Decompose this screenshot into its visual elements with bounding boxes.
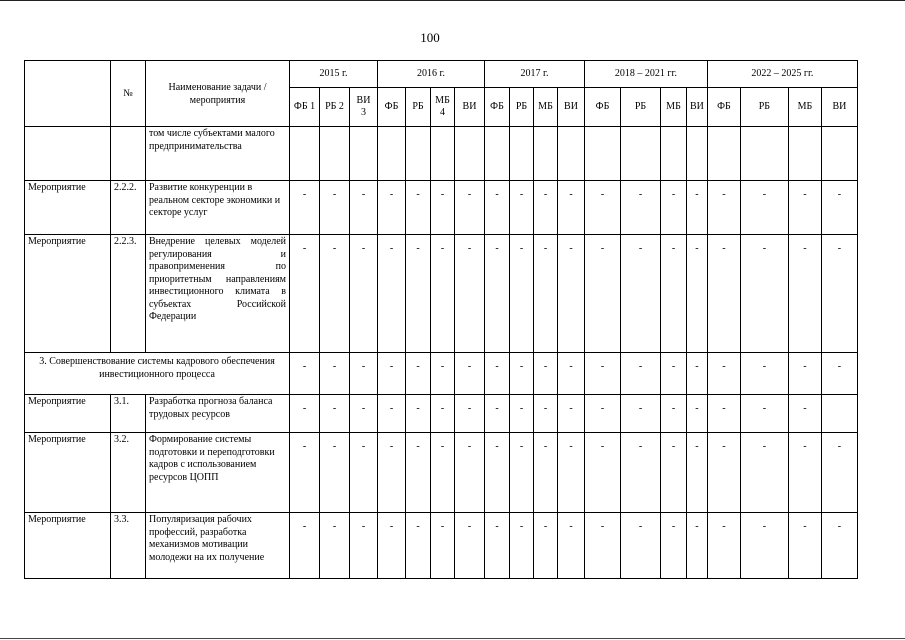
value-cell: -	[788, 395, 821, 433]
value-cell: -	[406, 235, 431, 353]
header-year-2018-2021: 2018 – 2021 гг.	[585, 61, 708, 88]
value-cell: -	[378, 353, 406, 395]
row-label	[25, 127, 111, 181]
value-cell: -	[320, 235, 350, 353]
bottom-border-line	[0, 638, 905, 639]
header-source-11: ФБ	[585, 88, 621, 127]
header-source-4: РБ	[406, 88, 431, 127]
value-cell	[485, 127, 510, 181]
header-source-14: ВИ	[687, 88, 708, 127]
value-cell: -	[740, 235, 788, 353]
value-cell: -	[320, 513, 350, 579]
value-cell: -	[510, 181, 534, 235]
value-cell: -	[707, 181, 740, 235]
header-task-name: Наименование задачи / мероприятия	[146, 61, 290, 127]
value-cell: -	[558, 513, 585, 579]
top-border-line	[0, 0, 905, 1]
value-cell: -	[687, 235, 708, 353]
value-cell: -	[350, 433, 378, 513]
value-cell: -	[406, 181, 431, 235]
value-cell: -	[290, 353, 320, 395]
value-cell: -	[707, 513, 740, 579]
value-cell: -	[406, 395, 431, 433]
value-cell	[821, 395, 857, 433]
value-cell: -	[485, 433, 510, 513]
table-row	[25, 353, 858, 395]
row-number	[111, 127, 146, 181]
value-cell: -	[431, 513, 455, 579]
row-label: Мероприятие	[25, 433, 111, 513]
value-cell: -	[585, 353, 621, 395]
row-label: Мероприятие	[25, 513, 111, 579]
value-cell	[290, 127, 320, 181]
value-cell: -	[455, 181, 485, 235]
value-cell	[707, 127, 740, 181]
value-cell: -	[510, 235, 534, 353]
value-cell: -	[558, 181, 585, 235]
value-cell: -	[821, 181, 857, 235]
value-cell: -	[821, 235, 857, 353]
table-row	[25, 513, 858, 579]
row-label: Мероприятие	[25, 181, 111, 235]
value-cell	[431, 127, 455, 181]
value-cell: -	[687, 181, 708, 235]
value-cell: -	[687, 433, 708, 513]
value-cell: -	[558, 235, 585, 353]
value-cell: -	[320, 353, 350, 395]
value-cell: -	[661, 395, 687, 433]
budget-table	[24, 60, 858, 579]
value-cell: -	[534, 433, 558, 513]
value-cell: -	[455, 395, 485, 433]
value-cell: -	[431, 433, 455, 513]
value-cell: -	[661, 433, 687, 513]
value-cell: -	[621, 433, 661, 513]
value-cell: -	[534, 513, 558, 579]
header-source-18: ВИ	[821, 88, 857, 127]
value-cell: -	[510, 353, 534, 395]
value-cell	[378, 127, 406, 181]
row-number: 3.1.	[111, 395, 146, 433]
value-cell: -	[740, 513, 788, 579]
header-row-years	[25, 61, 858, 88]
header-source-16: РБ	[740, 88, 788, 127]
value-cell: -	[661, 235, 687, 353]
value-cell: -	[558, 395, 585, 433]
value-cell: -	[290, 181, 320, 235]
header-year-2016: 2016 г.	[378, 61, 485, 88]
value-cell: -	[621, 235, 661, 353]
value-cell: -	[585, 181, 621, 235]
header-source-2: ВИ 3	[350, 88, 378, 127]
header-source-17: МБ	[788, 88, 821, 127]
value-cell: -	[320, 395, 350, 433]
header-source-15: ФБ	[707, 88, 740, 127]
value-cell: -	[320, 433, 350, 513]
value-cell: -	[485, 513, 510, 579]
row-task-name: Популяризация рабочих профессий, разработка механизмов мотивации молодежи на их получение	[146, 513, 290, 579]
value-cell: -	[350, 353, 378, 395]
header-source-5: МБ 4	[431, 88, 455, 127]
header-year-2017: 2017 г.	[485, 61, 585, 88]
value-cell	[585, 127, 621, 181]
value-cell	[821, 127, 857, 181]
value-cell	[406, 127, 431, 181]
header-source-0: ФБ 1	[290, 88, 320, 127]
value-cell: -	[788, 433, 821, 513]
value-cell: -	[558, 353, 585, 395]
row-task-name: Развитие конкуренции в реальном секторе экономики и секторе услуг	[146, 181, 290, 235]
value-cell: -	[485, 395, 510, 433]
value-cell: -	[290, 513, 320, 579]
header-source-9: МБ	[534, 88, 558, 127]
value-cell: -	[621, 513, 661, 579]
row-task-name: Внедрение целевых моделей регулирования и правоприменения по приоритетным направлениям инвестиционного климата в субъектах Российской Федерации	[146, 235, 290, 353]
value-cell: -	[687, 513, 708, 579]
row-number: 3.2.	[111, 433, 146, 513]
value-cell: -	[290, 235, 320, 353]
value-cell: -	[534, 395, 558, 433]
value-cell: -	[788, 353, 821, 395]
value-cell: -	[378, 395, 406, 433]
value-cell: -	[621, 395, 661, 433]
row-task-name: Разработка прогноза баланса трудовых ресурсов	[146, 395, 290, 433]
value-cell: -	[740, 433, 788, 513]
value-cell: -	[740, 395, 788, 433]
value-cell: -	[320, 181, 350, 235]
value-cell: -	[406, 433, 431, 513]
value-cell: -	[431, 353, 455, 395]
value-cell: -	[431, 181, 455, 235]
value-cell: -	[510, 513, 534, 579]
header-source-13: МБ	[661, 88, 687, 127]
value-cell: -	[621, 353, 661, 395]
page-number: 100	[420, 30, 440, 45]
header-source-10: ВИ	[558, 88, 585, 127]
value-cell: -	[661, 513, 687, 579]
value-cell: -	[788, 235, 821, 353]
value-cell: -	[821, 353, 857, 395]
header-source-6: ВИ	[455, 88, 485, 127]
table-row	[25, 395, 858, 433]
value-cell: -	[378, 433, 406, 513]
value-cell: -	[510, 433, 534, 513]
value-cell: -	[788, 181, 821, 235]
value-cell	[320, 127, 350, 181]
value-cell: -	[406, 513, 431, 579]
value-cell: -	[378, 181, 406, 235]
value-cell: -	[707, 395, 740, 433]
value-cell	[350, 127, 378, 181]
header-source-1: РБ 2	[320, 88, 350, 127]
value-cell: -	[406, 353, 431, 395]
value-cell: -	[378, 513, 406, 579]
value-cell: -	[661, 181, 687, 235]
value-cell: -	[455, 353, 485, 395]
value-cell: -	[687, 353, 708, 395]
value-cell	[558, 127, 585, 181]
row-task-name: том числе субъектами малого предпринимательства	[146, 127, 290, 181]
value-cell: -	[707, 353, 740, 395]
value-cell: -	[510, 395, 534, 433]
value-cell: -	[534, 235, 558, 353]
row-label: Мероприятие	[25, 395, 111, 433]
value-cell: -	[455, 513, 485, 579]
value-cell: -	[485, 181, 510, 235]
value-cell: -	[661, 353, 687, 395]
value-cell: -	[455, 235, 485, 353]
value-cell: -	[788, 513, 821, 579]
value-cell: -	[558, 433, 585, 513]
table-row	[25, 235, 858, 353]
value-cell	[621, 127, 661, 181]
value-cell: -	[455, 433, 485, 513]
value-cell: -	[585, 395, 621, 433]
value-cell: -	[687, 395, 708, 433]
value-cell: -	[585, 513, 621, 579]
value-cell	[534, 127, 558, 181]
header-year-2022-2025: 2022 – 2025 гг.	[707, 61, 857, 88]
value-cell	[455, 127, 485, 181]
value-cell: -	[350, 513, 378, 579]
value-cell: -	[290, 433, 320, 513]
header-year-2015: 2015 г.	[290, 61, 378, 88]
table-row	[25, 127, 858, 181]
header-source-7: ФБ	[485, 88, 510, 127]
value-cell: -	[621, 181, 661, 235]
row-task-name: Формирование системы подготовки и переподготовки кадров с использованием ресурсов ЦОПП	[146, 433, 290, 513]
value-cell: -	[350, 181, 378, 235]
header-source-3: ФБ	[378, 88, 406, 127]
value-cell	[510, 127, 534, 181]
value-cell: -	[485, 235, 510, 353]
value-cell: -	[585, 433, 621, 513]
header-blank-cell	[25, 61, 111, 127]
value-cell: -	[431, 235, 455, 353]
value-cell	[740, 127, 788, 181]
table-row	[25, 433, 858, 513]
value-cell: -	[378, 235, 406, 353]
header-number: №	[111, 61, 146, 127]
value-cell: -	[740, 181, 788, 235]
value-cell: -	[821, 433, 857, 513]
value-cell: -	[740, 353, 788, 395]
row-number: 2.2.2.	[111, 181, 146, 235]
value-cell	[687, 127, 708, 181]
section-title: 3. Совершенствование системы кадрового обеспечения инвестиционного процесса	[25, 353, 290, 395]
value-cell	[661, 127, 687, 181]
header-source-8: РБ	[510, 88, 534, 127]
value-cell: -	[534, 181, 558, 235]
value-cell	[788, 127, 821, 181]
value-cell: -	[707, 433, 740, 513]
value-cell: -	[534, 353, 558, 395]
value-cell: -	[350, 395, 378, 433]
header-source-12: РБ	[621, 88, 661, 127]
value-cell: -	[431, 395, 455, 433]
value-cell: -	[350, 235, 378, 353]
row-number: 2.2.3.	[111, 235, 146, 353]
row-label: Мероприятие	[25, 235, 111, 353]
value-cell: -	[290, 395, 320, 433]
value-cell: -	[821, 513, 857, 579]
row-number: 3.3.	[111, 513, 146, 579]
table-row	[25, 181, 858, 235]
value-cell: -	[485, 353, 510, 395]
value-cell: -	[585, 235, 621, 353]
value-cell: -	[707, 235, 740, 353]
